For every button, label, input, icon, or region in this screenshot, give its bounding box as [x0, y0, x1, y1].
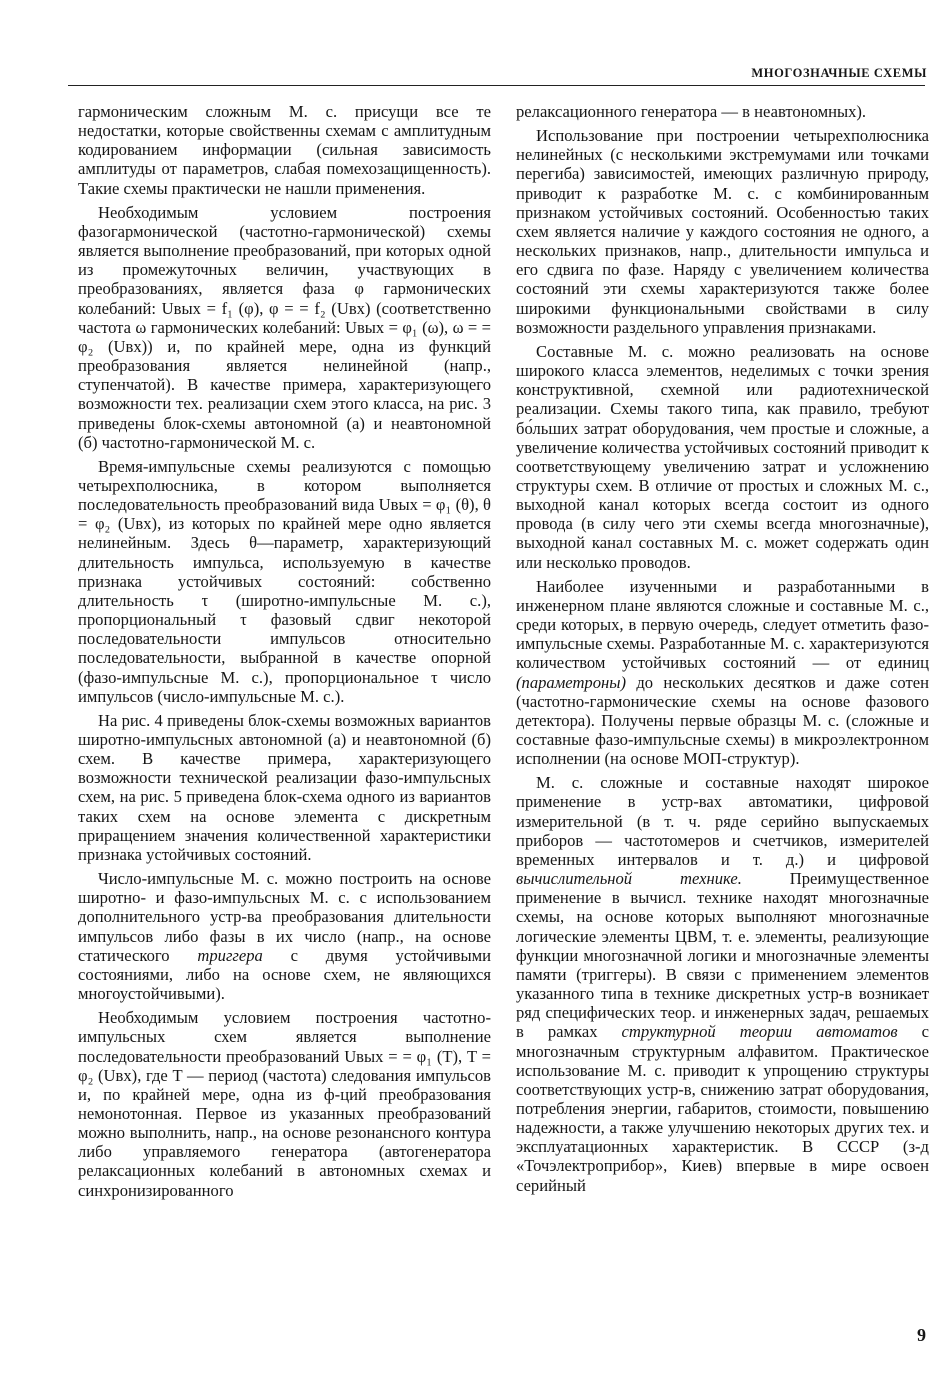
page-number: 9 [917, 1325, 926, 1345]
paragraph: На рис. 4 приведены блок-схемы возможных вариантов широтно-импульсных автономной (а) и неавтономной (б) схем. В качестве примера, характеризующего возможности технической реализации фазо-импульсных схем, на рис. 5 приведена блок-схема одного из вариантов таких схем на основе элемента с дискретным приращением значения количественной характеристики признака устойчивых состояний. [78, 710, 491, 864]
right-column [516, 102, 929, 1195]
text-run: Наиболее изученными и разработанными в инженерном плане являются сложные и составные М. с., среди которых, в первую очередь, следует отметить фазо-импульсные схемы. Разработанные М. с. характеризуются количеством устойчивых состояний — от единиц [516, 576, 929, 673]
paragraph: гармоническим сложным М. с. присущи все те недостатки, которые свойственны схемам с амплитудным кодированием информации (сильная зависимость амплитуды от параметров, слабая помехозащищенность). Такие схемы практически не нашли применения. [78, 102, 491, 198]
paragraph: Время-импульсные схемы реализуются с помощью четырехполюсника, в котором выполняется последовательность преобразований вида Uвых = φ₁ (θ), θ = φ₂ (Uвх), из которых по крайней мере одно является нелинейным. Здесь θ—параметр, характеризующий длительность импульса, используемую в качестве признака устойчивых состояний: собственно длительность τ (широтно-импульсные М. с.), пропорциональный τ фазовый сдвиг некоторой последовательности импульсов относительно последовательности, выбранной в качестве опорной (фазо-импульсные М. с.), пропорциональное τ число импульсов (число-импульсные М. с.). [78, 456, 491, 706]
italic-term: (параметроны) [516, 672, 627, 692]
italic-term: триггера [197, 945, 263, 965]
paragraph [78, 869, 491, 1003]
paragraph: Составные М. с. можно реализовать на основе широкого класса элементов, неделимых с точки зрения конструктивной, схемной или радиотехнической реализации. Схемы такого типа, как правило, требуют бо́льших затрат оборудования, чем простые и сложные, а увеличение количества устойчивых состояний приводит к соответствующему увеличению затрат и усложнению структуры схем. В отличие от простых и сложных М. с., выходной канал которых всегда состоит из одного провода (в силу чего эти схемы всегда многозначные), выходной канал составных М. с. может содержать один или несколько проводов. [516, 341, 929, 572]
left-column [78, 102, 491, 1200]
paragraph [516, 773, 929, 1194]
paragraph: релаксационного генератора — в неавтономных). [516, 102, 867, 121]
paragraph: Необходимым условием построения частотно-импульсных схем является выполнение последовательности преобразований Uвых = = φ₁ (T), T = φ₂ (Uвх), где T — период (частота) следования импульсов и, по крайней мере, одна из ф-ций преобразования немонотонная. Первое из указанных преобразований можно выполнить, напр., на основе резонансного контура либо управляемого генератора (автогенератора релаксационных колебаний в автономных схемах и синхронизированного [78, 1008, 491, 1200]
text-run: Преимущественное применение в вычисл. технике находят многозначные схемы, на основе которых выполняют многозначные логические элементы ЦВМ, т. е. элементы, реализующие функции многозначной логики и многозначные элементы памяти (триггеры). В связи с применением элементов указанного типа в технике дискретных устр-в возникает ряд специфических теор. и инженерных задач, решаемых в рамках [516, 869, 930, 1042]
italic-term: вычислительной технике. [516, 869, 742, 889]
italic-term: структурной теории автоматов [621, 1022, 898, 1042]
text-run: с двумя устойчивыми состояниями, либо на основе схем, не являющихся многоустойчивыми). [78, 945, 491, 1004]
text-run: с многозначным структурным алфавитом. Практическое использование М. с. приводит к упрощению структуры соответствующих устр-в, снижению затрат оборудования, потребления энергии, габаритов, стоимости, повышению надежности, а также улучшению некоторых других тех. и эксплуатационных характеристик. В СССР (з-д «Точэлектроприбор», Киев) впервые в мире освоен серийный [516, 1022, 929, 1195]
paragraph: Использование при построении четырехполюсника нелинейных (с несколькими экстремумами или точками перегиба) зависимостей, имеющих различную природу, приводит к разработке М. с. с комбинированным признаком устойчивых состояний. Особенностью таких схем является наличие у каждого состояния не одного, а нескольких признаков, напр., длительности импульса и его сдвига по фазе. Наряду с увеличением количества состояний эти схемы характеризуются также более широкими функциональными свойствами в силу возможности раздельного управления признаками. [516, 126, 929, 337]
text-run: М. с. сложные и составные находят широкое применение в устр-вах автоматики, цифровой измерительной (в т. ч. ряде серийно выпускаемых приборов — частотомеров и счетчиков, измерителей временных интервалов и т. д.) и цифровой [516, 773, 929, 869]
paragraph: Необходимым условием построения фазогармонической (частотно-гармонической) схемы является выполнение преобразований, при которых одной из промежуточных величин, участвующих в преобразованиях, является фаза φ гармонических колебаний: Uвых = f₁ (φ), φ = = f₂ (Uвх) (соответственно частота ω гармонических колебаний: Uвых = φ₁ (ω), ω = = φ₂ (Uвх)) и, по крайней мере, одна из функций преобразования является нелинейной (напр., ступенчатой). В качестве примера, характеризующего возможности тех. реализации схем этого класса, на рис. 3 приведены блок-схемы автономной (а) и неавтономной (б) частотно-гармонической М. с. [78, 202, 491, 452]
text-run: Число-импульсные М. с. можно построить на основе широтно- и фазо-импульсных М. с. с использованием дополнительного устр-ва преобразования длительности импульсов либо фазы в их число (напр., на основе статического [78, 869, 491, 965]
text-run: до нескольких десятков и даже сотен (частотно-гармонические схемы на основе фазового детектора). Получены первые образцы М. с. (сложные и составные фазо-импульсные схемы) в микроэлектронном исполнении (на основе МОП-структур). [516, 672, 929, 769]
paragraph [516, 577, 929, 769]
header-rule [68, 85, 925, 86]
running-head: МНОГОЗНАЧНЫЕ СХЕМЫ [751, 66, 927, 80]
